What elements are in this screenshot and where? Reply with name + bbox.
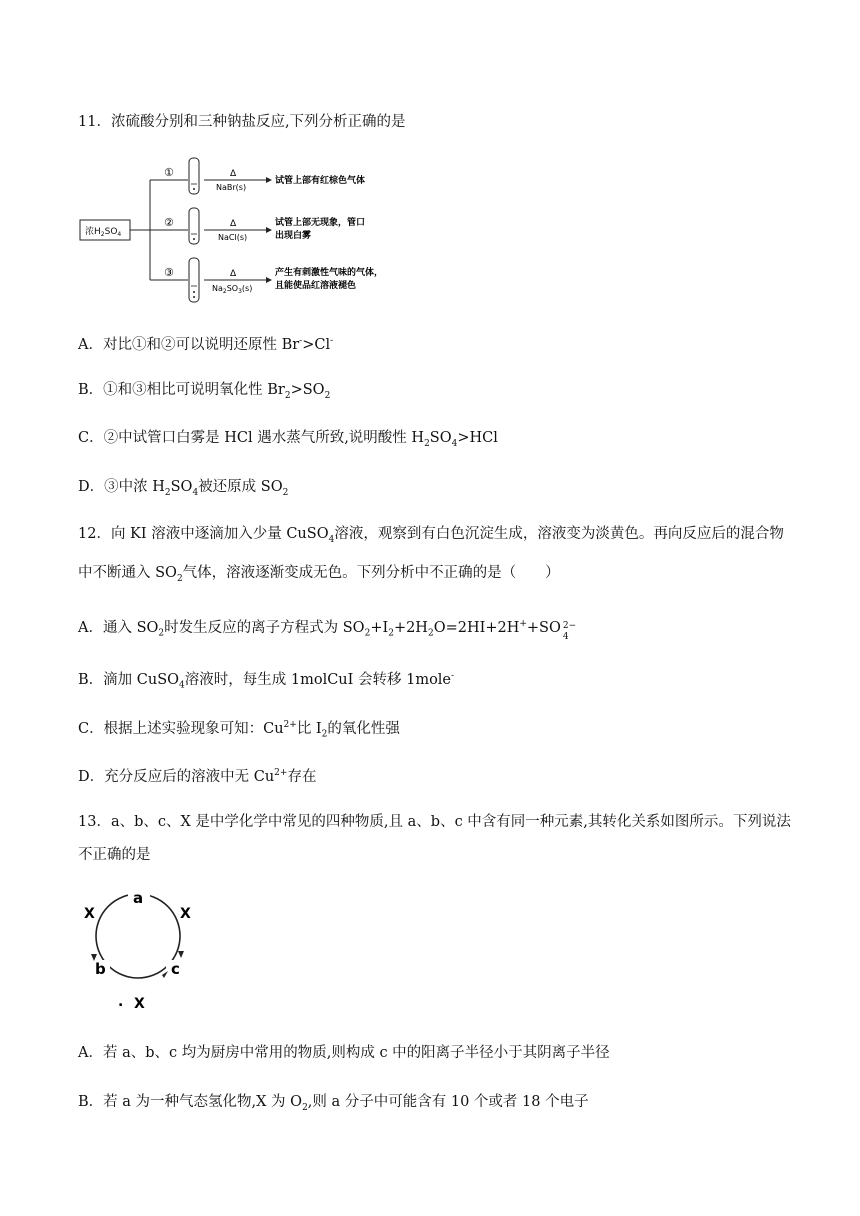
test-tube-3 — [189, 258, 199, 302]
test-tube-1 — [189, 158, 199, 194]
row3-observation-line2: 且能使品红溶液褪色 — [275, 281, 357, 291]
node-c: c — [171, 960, 180, 978]
row2-observation-line1: 试管上部无现象，管口 — [275, 218, 366, 228]
q11-option-b: B．①和③相比可说明氧化性 $Br_2>SO_2$ — [78, 382, 331, 401]
arrow-to-c — [178, 951, 184, 958]
q12-option-a: A．通入 $SO_2$时发生反应的离子方程式为 $SO_2+I_2+2H_2O=2HI+2H^++SO$ 2− 4 — [78, 619, 577, 642]
row3-salt: $Na_2SO_3(s)$ — [212, 284, 253, 295]
q12-option-b: B．滴加 CuSO$_4$溶液时，每生成 1molCuI 会转移 1mole- — [78, 671, 455, 691]
row1-number: ① — [164, 166, 174, 179]
row1-observation: 试管上部有红棕色气体 — [275, 176, 366, 186]
q11-option-d: D．③中浓 $H_2SO_4$被还原成 $SO_2$ — [78, 479, 289, 498]
label-x-bottom: X — [134, 996, 145, 1010]
row2-salt: NaCl(s) — [218, 233, 248, 242]
label-x-right: X — [180, 906, 191, 922]
row2-observation-line2: 出现白雾 — [275, 231, 312, 241]
row3-observation-line1: 产生有刺激性气味的气体， — [275, 268, 384, 278]
row2-number: ② — [164, 216, 174, 229]
q11-reaction-diagram — [78, 156, 398, 308]
q13-cycle-diagram — [80, 888, 210, 1010]
test-tube-2 — [189, 208, 199, 244]
q12-stem: 12．向 KI 溶液中逐滴加入少量 CuSO$_4$溶液，观察到有白色沉淀生成，溶液变为淡黄色。再向反应后的混合物中不断通入 $SO_2$气体，溶液逐渐变成无色。下列分析中不正确的是（ ） — [78, 526, 784, 584]
q11-stem: 11．浓硫酸分别和三种钠盐反应,下列分析正确的是 — [78, 114, 406, 130]
row2-heat: Δ — [230, 219, 237, 229]
row3-heat: Δ — [230, 269, 237, 279]
q13-stem: 13．a、b、c、X 是中学化学中常见的四种物质,且 a、b、c 中含有同一种元素,其转化关系如图所示。下列说法不正确的是 — [78, 814, 791, 863]
q11-option-c: C．②中试管口白雾是 HCl 遇水蒸气所致,说明酸性 $H_2SO_4>HCl$ — [78, 430, 498, 449]
node-a: a — [133, 889, 144, 907]
q13-option-a: A．若 a、b、c 均为厨房中常用的物质,则构成 c 中的阳离子半径小于其阴离子半径 — [78, 1045, 610, 1061]
reagent-label: 浓$H_2SO_4$ — [85, 227, 122, 238]
q12-option-c: C．根据上述实验现象可知：$Cu^{2+}$比 $I_2$的氧化性强 — [78, 720, 400, 740]
q11-option-a: A．对比①和②可以说明还原性 Br->Cl- — [78, 336, 334, 353]
row1-salt: NaBr(s) — [216, 183, 247, 192]
q13-option-b: B．若 a 为一种气态氢化物,X 为 $O_2$,则 a 分子中可能含有 10 个或者 18 个电子 — [78, 1094, 589, 1113]
row3-number: ③ — [164, 266, 174, 279]
row1-heat: Δ — [230, 169, 237, 179]
node-b: b — [95, 960, 106, 978]
label-dot: . — [118, 994, 124, 1010]
label-x-left: X — [84, 906, 95, 922]
q12-option-d: D．充分反应后的溶液中无 $Cu^{2+}$存在 — [78, 768, 317, 785]
